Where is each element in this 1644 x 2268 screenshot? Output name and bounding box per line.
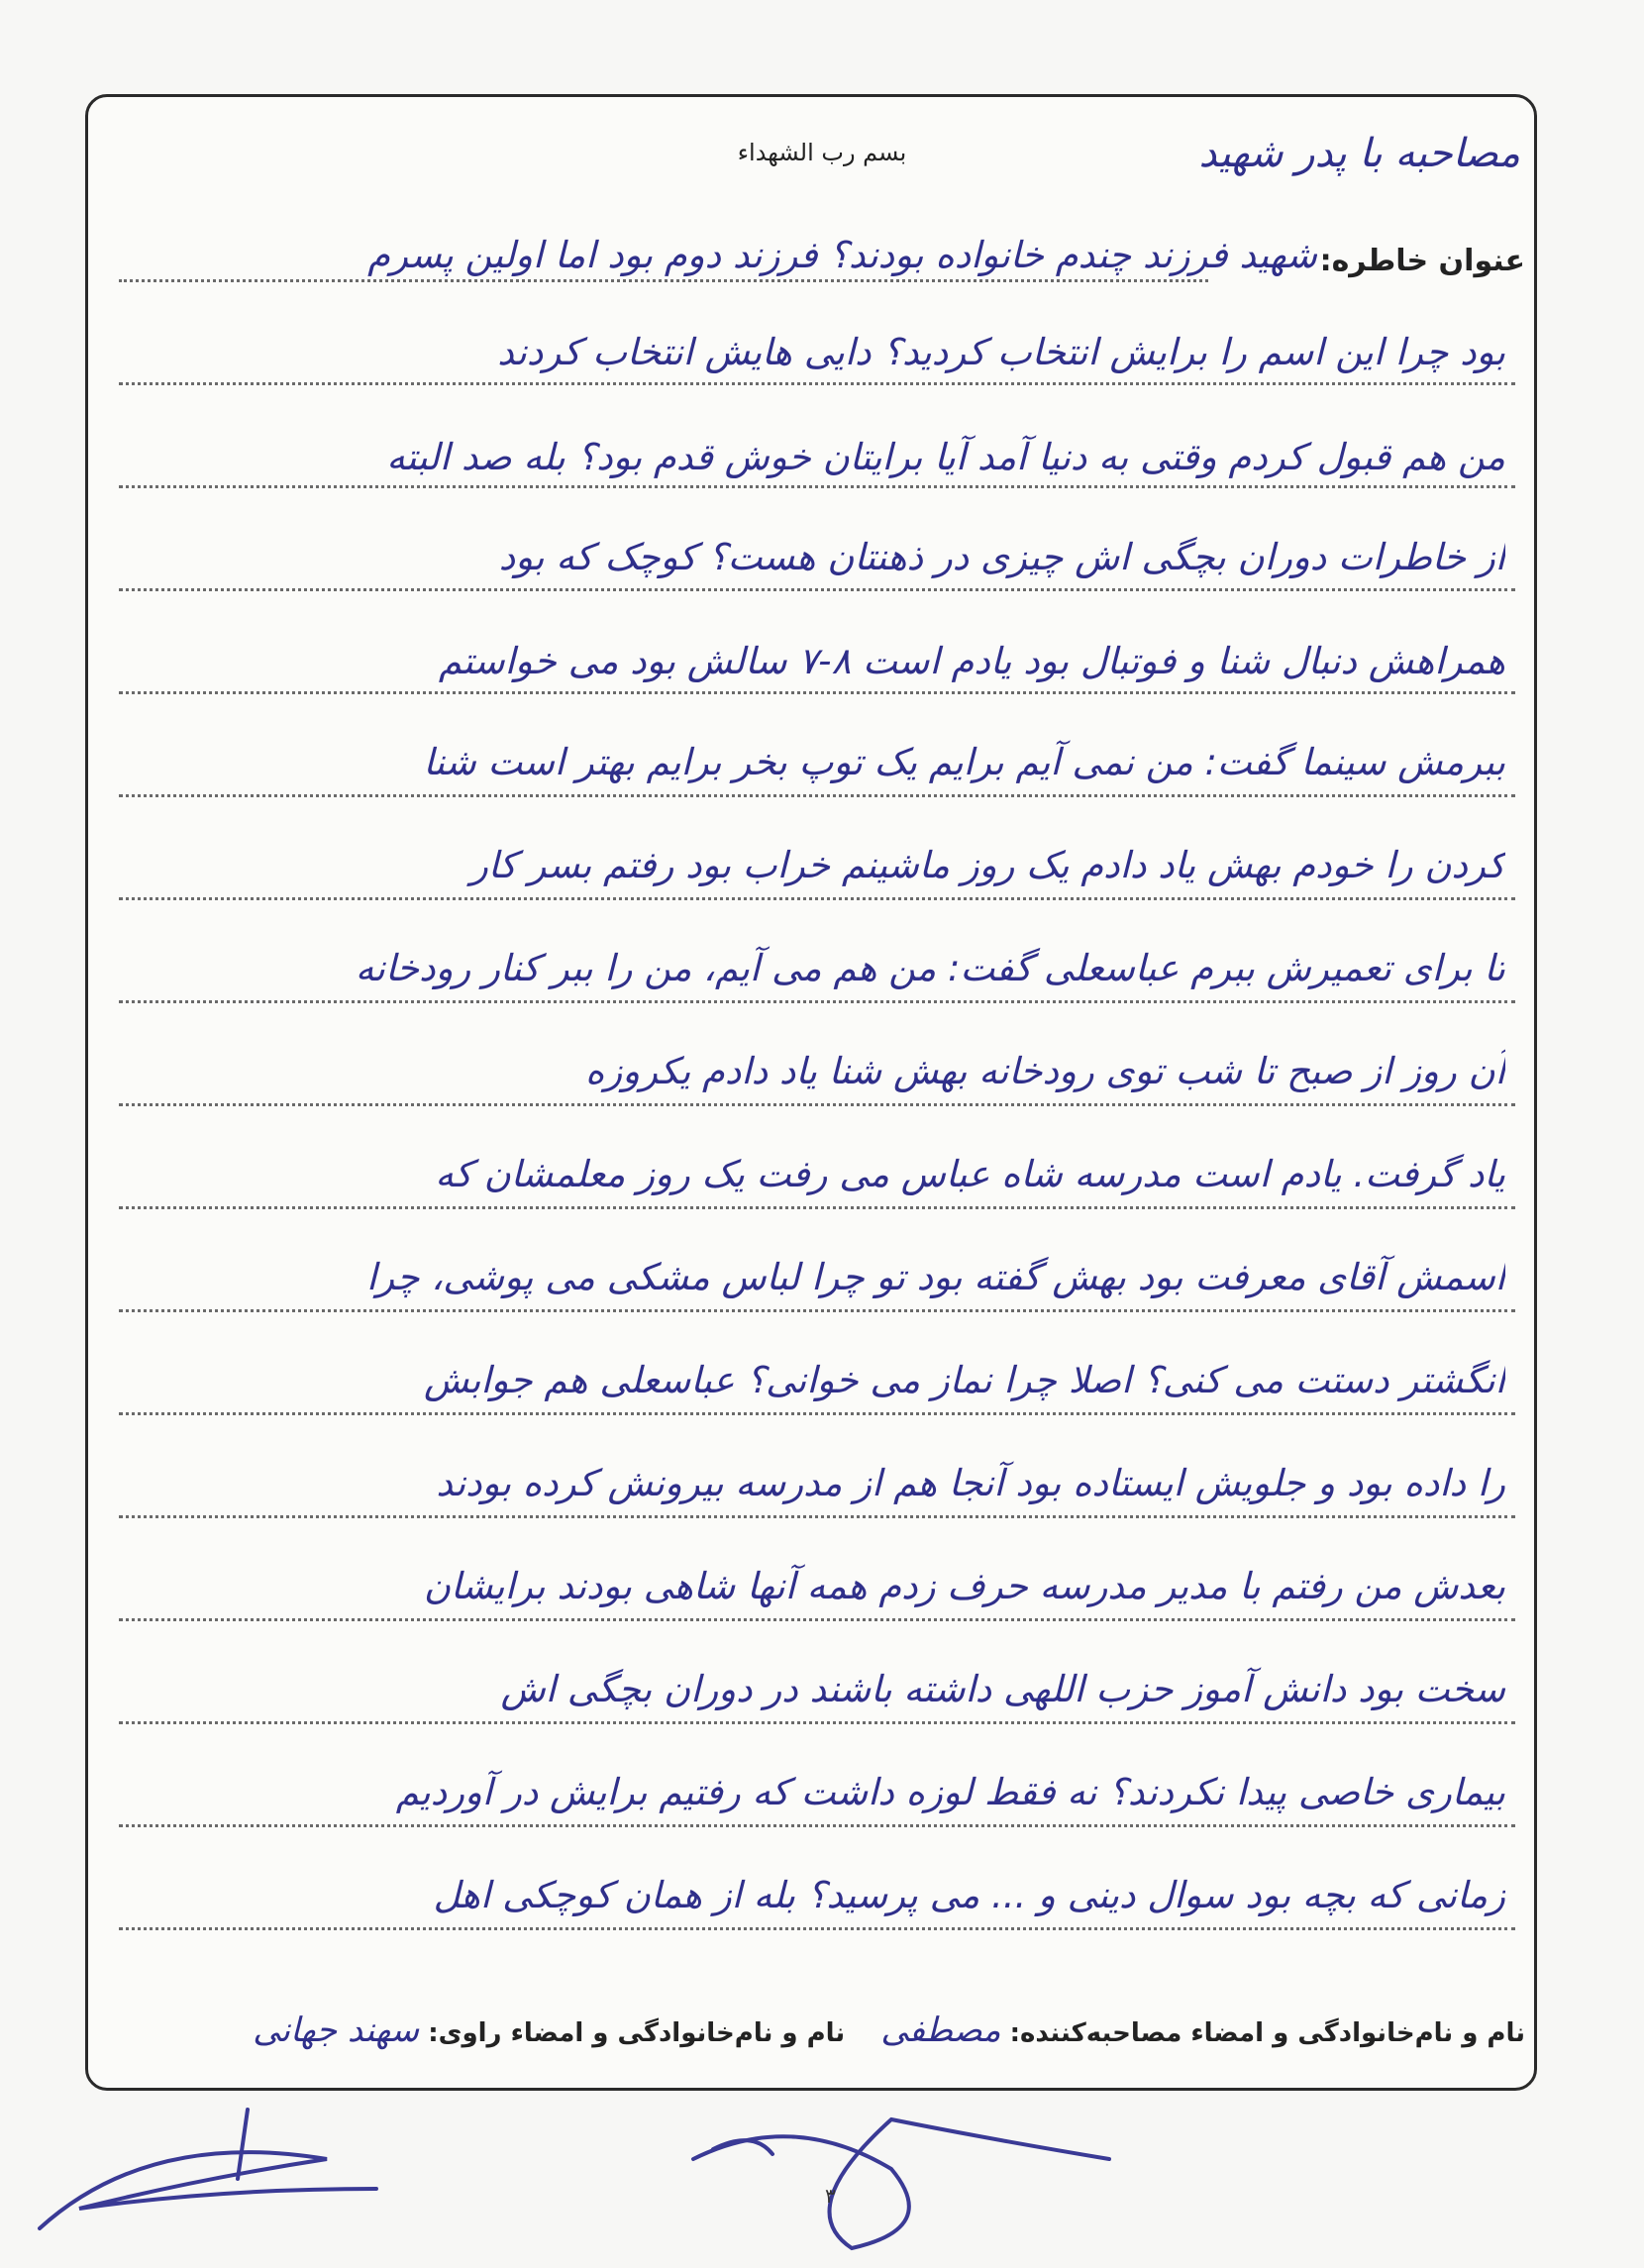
text-line: تا برای تعمیرش ببرم عباسعلی گفت: من هم می آیم، من را ببر کنار رودخانه [355,947,1505,989]
interview-note: مصاحبه با پدر شهید [1198,131,1520,176]
text-line: یاد گرفت. یادم است مدرسه شاه عباس می رفت یک روز معلمشان که [435,1153,1505,1195]
text-line: بیماری خاصی پیدا نکردند؟ نه فقط لوزه داشت که رفتیم برایش در آوردیم [395,1771,1505,1813]
page-number: ۳ [825,2184,836,2208]
text-line: من هم قبول کردم وقتی به دنیا آمد آیا برایتان خوش قدم بود؟ بله صد البته [386,436,1505,478]
text-line: آن روز از صبح تا شب توی رودخانه بهش شنا یاد دادم یکروزه [585,1050,1505,1092]
text-line: همراهش دنبال شنا و فوتبال بود یادم است ۸-۷ سالش بود می خواستم [438,640,1505,682]
interviewer-label: نام و نام‌خانوادگی و امضاء مصاحبه‌کننده: [1009,2018,1525,2048]
subject-label: عنوان خاطره: [1319,244,1525,278]
text-line: شهید فرزند چندم خانواده بودند؟ فرزند دوم بود اما اولین پسرم [367,234,1317,276]
text-line: را داده بود و جلویش ایستاده بود آنجا هم از مدرسه بیرونش کرده بودند [436,1462,1505,1504]
text-line: بعدش من رفتم با مدیر مدرسه حرف زدم همه آنها شاهی بودند برایشان [423,1565,1505,1607]
text-line: ببرمش سینما گفت: من نمی آیم برایم یک توپ بخر برایم بهتر است شنا [423,741,1505,783]
interviewer-name: مصطفی [880,2010,1001,2050]
text-line: از خاطرات دوران بچگی اش چیزی در ذهنتان هست؟ کوچک که بود [498,536,1505,578]
text-line: سخت بود دانش آموز حزب اللهی داشته باشند در دوران بچگی اش [500,1668,1505,1710]
basmala-header: بسم رب الشهداء [737,139,907,166]
text-line: کردن را خودم بهش یاد دادم یک روز ماشینم خراب بود رفتم بسر کار [470,844,1505,886]
text-line: بود چرا این اسم را برایش انتخاب کردید؟ دایی هایش انتخاب کردند [497,331,1505,373]
narrator-name: سهند جهانی [253,2010,420,2050]
text-line: انگشتر دستت می کنی؟ اصلا چرا نماز می خوانی؟ عباسعلی هم جوابش [423,1359,1505,1401]
narrator-label: نام و نام‌خانوادگی و امضاء راوی: [428,2018,846,2048]
text-line: زمانی که بچه بود سوال دینی و ... می پرسید؟ بله از همان کوچکی اهل [433,1874,1505,1916]
text-line: اسمش آقای معرفت بود بهش گفته بود تو چرا لباس مشکی می پوشی، چرا [365,1256,1505,1298]
